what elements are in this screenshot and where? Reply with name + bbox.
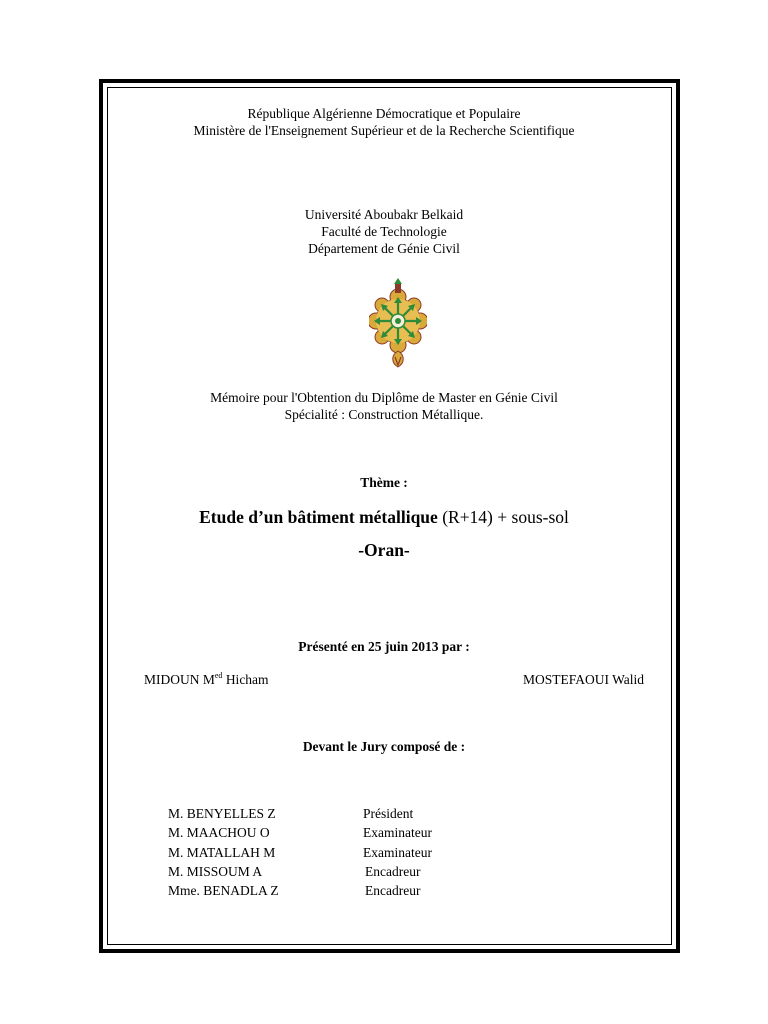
thesis-title-levels: (R+14) + [437,507,512,527]
thesis-title-basement: sous-sol [511,507,569,527]
theme-label: Thème : [360,475,408,490]
jury-member-name: Mme. BENADLA Z [168,883,279,898]
thesis-subtitle: -Oran- [358,540,410,560]
specialty-line: Spécialité : Construction Métallique. [284,407,484,422]
university-emblem-icon [369,275,427,369]
faculty-name: Faculté de Technologie [321,224,447,239]
university-name: Université Aboubakr Belkaid [304,207,464,222]
author-1-prefix: MIDOUN M [144,672,215,687]
thesis-title-main: Etude d’un bâtiment métallique [199,507,438,527]
jury-member-name: M. MAACHOU O [168,825,270,840]
author-1-suffix: Hicham [222,672,269,687]
jury-member-role: Examinateur [363,825,432,840]
author-1 [144,671,269,688]
jury-member-role: Président [363,806,414,821]
author-1-sup: ed [214,671,223,680]
jury-member-name: M. MISSOUM A [168,864,263,879]
jury-member-role: Encadreur [365,883,421,898]
author-2: MOSTEFAOUI Walid [522,672,644,687]
jury-label: Devant le Jury composé de : [302,739,466,754]
republic-heading: République Algérienne Démocratique et Populaire [247,106,521,121]
thesis-title [0,506,768,528]
jury-member-role: Encadreur [365,864,421,879]
jury-member-name: M. MATALLAH M [168,845,276,860]
jury-member-role: Examinateur [363,845,432,860]
presented-label: Présenté en 25 juin 2013 par : [298,639,470,654]
ministry-heading: Ministère de l'Enseignement Supérieur et de la Recherche Scientifique [193,123,575,138]
department-name: Département de Génie Civil [308,241,460,256]
memoire-line: Mémoire pour l'Obtention du Diplôme de Master en Génie Civil [210,390,558,405]
jury-member-name: M. BENYELLES Z [168,806,276,821]
